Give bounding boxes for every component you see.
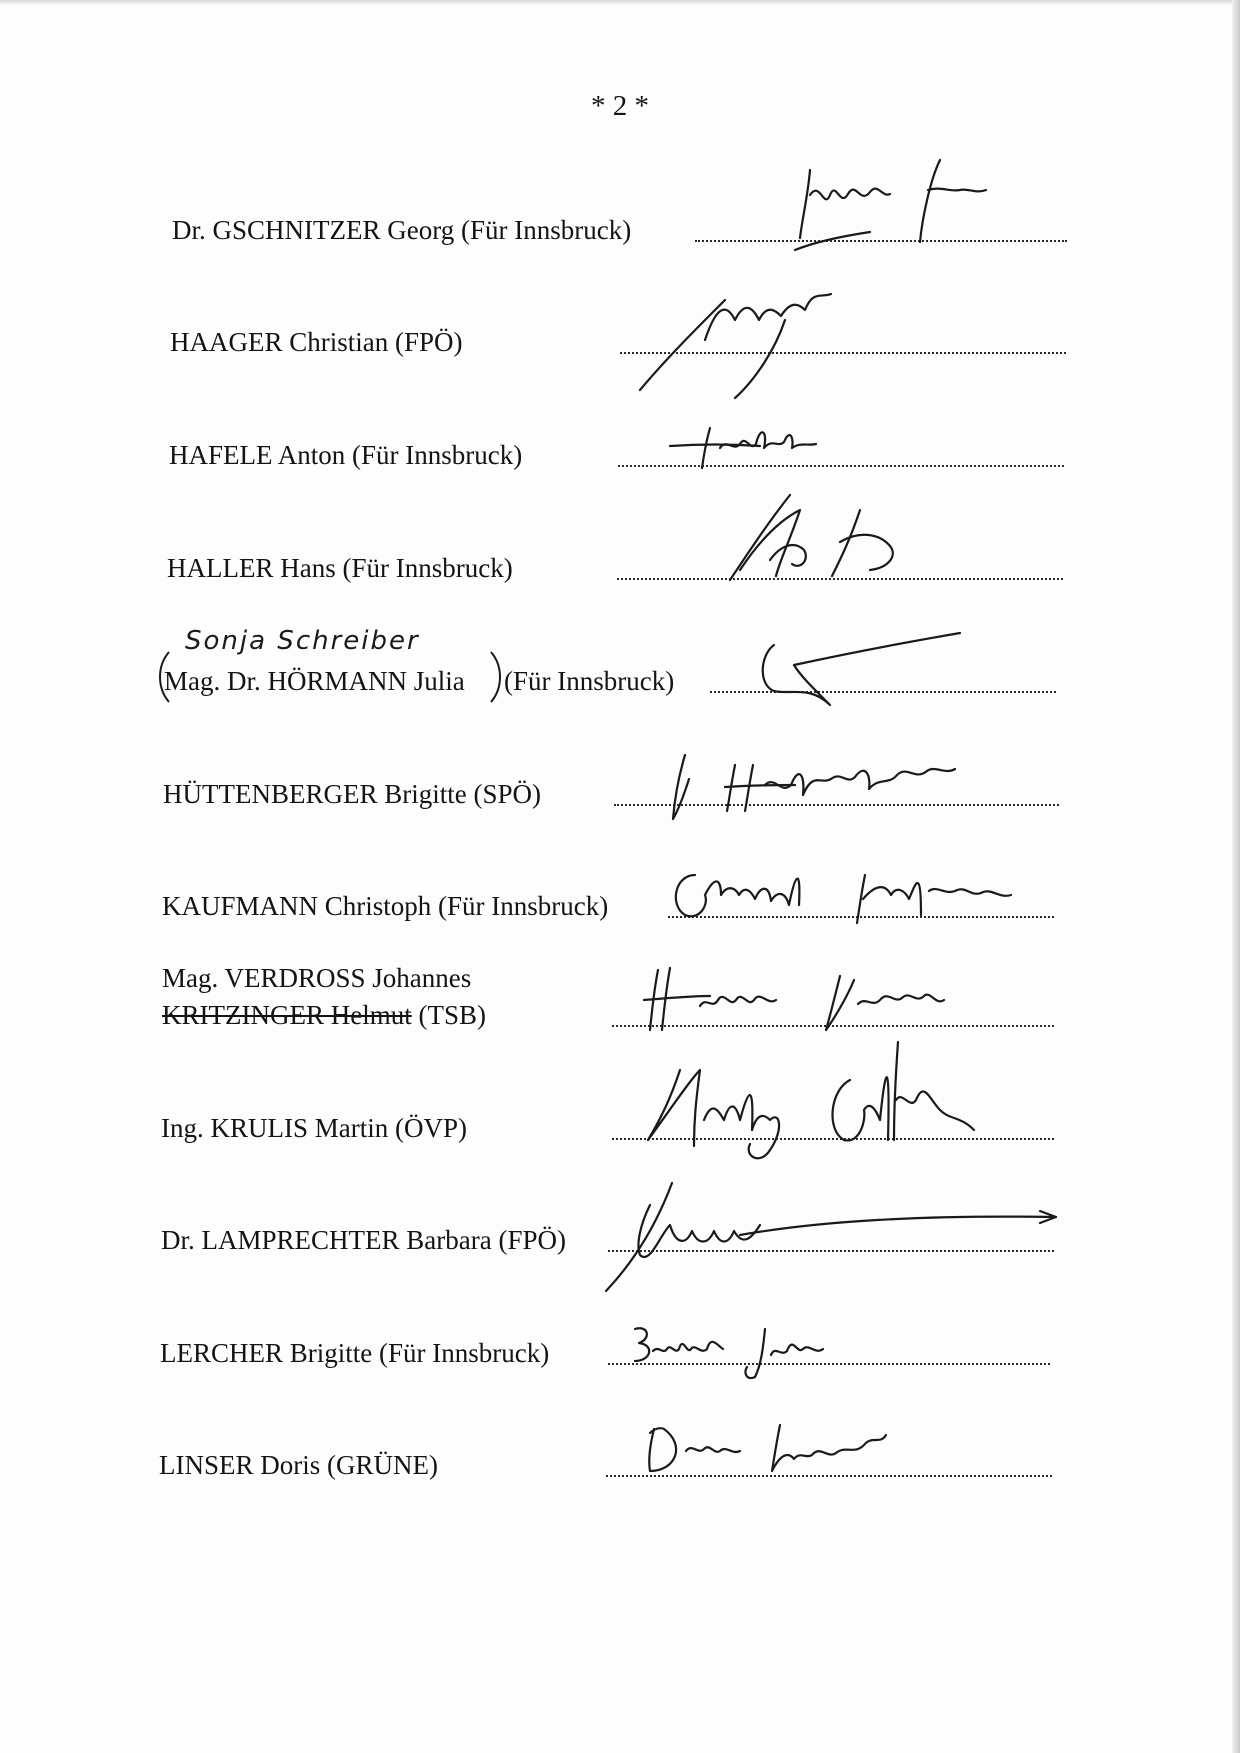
entry-party-tsb: (TSB) [411, 1000, 486, 1030]
entry-name-haller: HALLER Hans (Für Innsbruck) [167, 553, 513, 583]
struck-name-kritzinger: KRITZINGER Helmut [162, 1000, 412, 1030]
entry-name-linser: LINSER Doris (GRÜNE) [159, 1450, 438, 1480]
scan-edge-top [0, 0, 1240, 5]
entry-name-hafele: HAFELE Anton (Für Innsbruck) [169, 440, 523, 470]
handwritten-replacement-name: Sonja Schreiber [185, 626, 420, 656]
signature-lercher [625, 1315, 855, 1385]
entry-name-kaufmann: KAUFMANN Christoph (Für Innsbruck) [162, 891, 609, 921]
signature-verdross [640, 960, 970, 1040]
signature-haager [635, 280, 865, 410]
page-number: * 2 * [591, 90, 649, 122]
signature-linser [640, 1415, 930, 1485]
entry-name-hoermann: Mag. Dr. HÖRMANN Julia [164, 666, 465, 696]
signature-krulis [640, 1040, 1010, 1170]
entry-name-lamprechter: Dr. LAMPRECHTER Barbara (FPÖ) [161, 1225, 566, 1255]
signature-hoermann [750, 625, 970, 715]
signature-haller [720, 490, 940, 590]
signature-hafele [660, 408, 840, 478]
entry-name-lercher: LERCHER Brigitte (Für Innsbruck) [160, 1338, 550, 1368]
signature-huettenberger [665, 745, 985, 825]
entry-name-verdross: Mag. VERDROSS Johannes [162, 963, 472, 993]
scan-edge-right [1232, 0, 1240, 1753]
signature-gschnitzer [790, 150, 1000, 250]
signature-kaufmann [665, 855, 1035, 935]
entry-name-gschnitzer: Dr. GSCHNITZER Georg (Für Innsbruck) [172, 215, 632, 245]
entry-name-huettenberger: HÜTTENBERGER Brigitte (SPÖ) [163, 779, 541, 809]
entry-name-haager: HAAGER Christian (FPÖ) [170, 327, 463, 357]
entry-party-hoermann: (Für Innsbruck) [504, 666, 675, 696]
signature-lamprechter [600, 1175, 1070, 1295]
entry-row-kritzinger [162, 997, 486, 1033]
entry-name-krulis: Ing. KRULIS Martin (ÖVP) [161, 1113, 467, 1143]
